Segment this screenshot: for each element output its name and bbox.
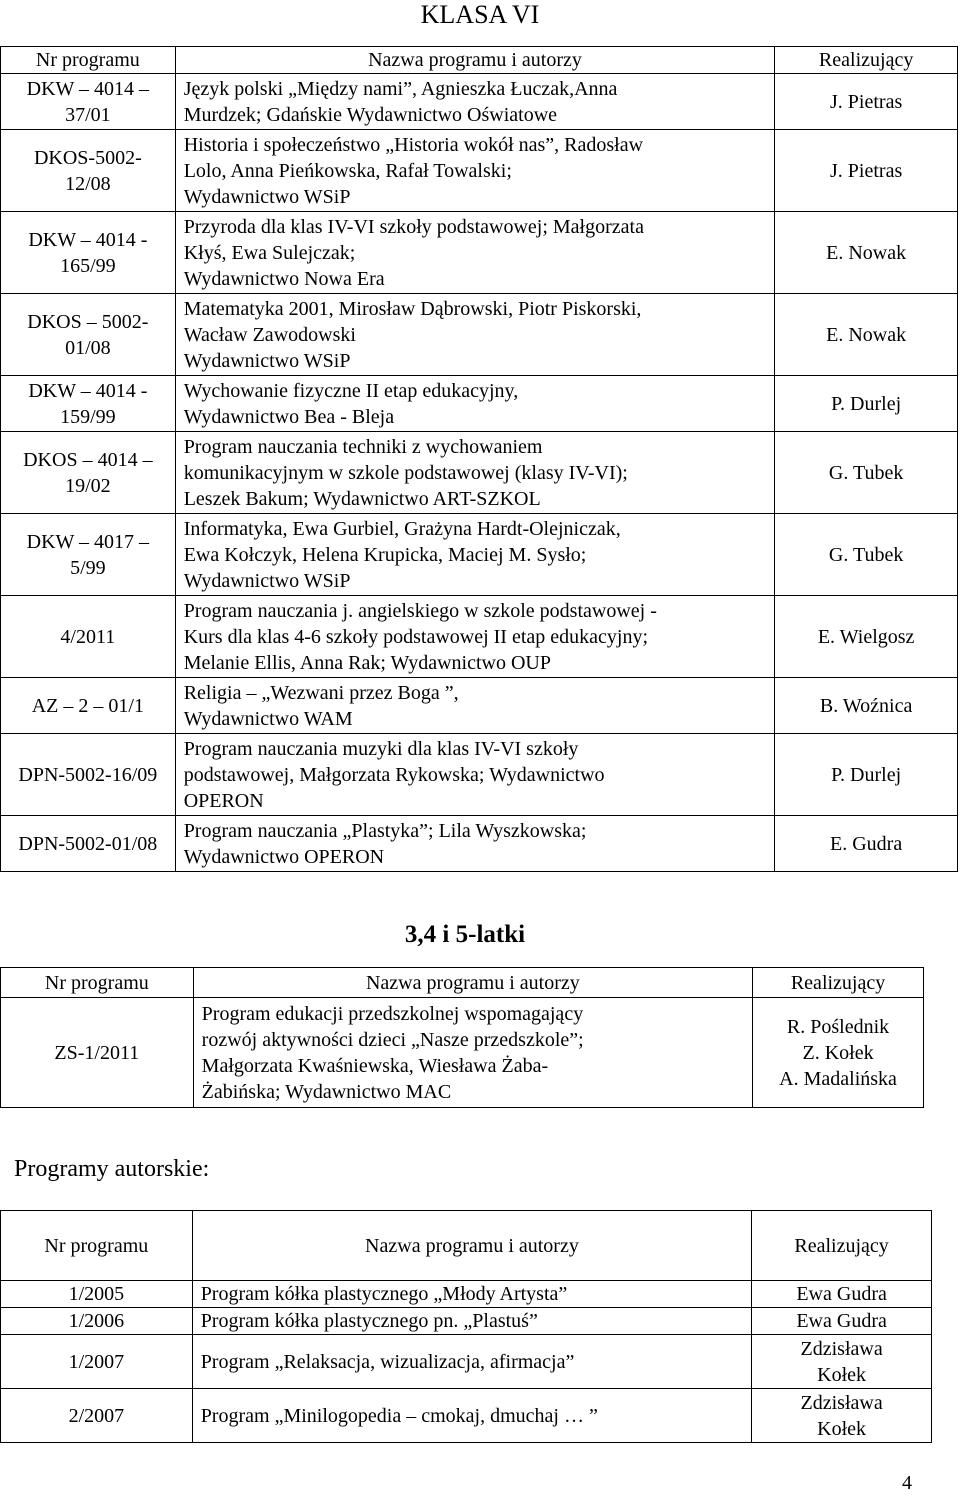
program-number-cell-line: 12/08 xyxy=(65,172,111,195)
class-vi-table xyxy=(0,46,958,872)
table-row xyxy=(1,998,924,1108)
teacher-cell xyxy=(775,514,958,596)
program-number-cell xyxy=(1,1308,193,1335)
teacher-cell xyxy=(775,596,958,678)
header-nr: Nr programu xyxy=(1,47,176,74)
program-name-cell-line: Przyroda dla klas IV-VI szkoły podstawowej; Małgorzata xyxy=(183,215,644,238)
table-row xyxy=(1,376,958,432)
program-number-cell-line: DKOS – 4014 – xyxy=(23,448,153,471)
teacher-cell xyxy=(775,212,958,294)
table-row xyxy=(1,596,958,678)
teacher-cell-line: J. Pietras xyxy=(830,90,903,113)
teacher-cell-line: E. Wielgosz xyxy=(817,625,915,648)
program-number-cell-line: 2/2007 xyxy=(68,1404,125,1427)
program-name-cell xyxy=(192,1335,752,1389)
program-number-cell-line: 01/08 xyxy=(65,336,111,359)
header-nr: Nr programu xyxy=(1,968,194,998)
program-name-cell-line: Wydawnictwo WSiP xyxy=(183,185,351,208)
program-number-cell-line: 1/2006 xyxy=(68,1310,125,1332)
program-number-cell xyxy=(1,432,176,514)
teacher-cell xyxy=(775,678,958,734)
teacher-cell xyxy=(775,74,958,130)
author-programs-table xyxy=(0,1210,932,1443)
table-row xyxy=(1,212,958,294)
program-number-cell-line: DKOS-5002- xyxy=(33,146,142,169)
program-name-cell-line: Wacław Zawodowski xyxy=(183,323,356,346)
program-name-cell-line: Wychowanie fizyczne II etap edukacyjny, xyxy=(183,379,519,402)
program-number-cell-line: 1/2005 xyxy=(68,1283,125,1305)
teacher-cell-line: A. Madalińska xyxy=(779,1067,897,1090)
program-number-cell xyxy=(1,74,176,130)
teacher-cell-line: G. Tubek xyxy=(828,461,904,484)
table-row xyxy=(1,432,958,514)
teacher-cell xyxy=(752,1335,932,1389)
program-name-cell-line: Małgorzata Kwaśniewska, Wiesława Żaba- xyxy=(201,1054,549,1077)
program-name-cell-line: Leszek Bakum; Wydawnictwo ART-SZKOL xyxy=(183,487,541,510)
program-name-cell-line: podstawowej, Małgorzata Rykowska; Wydawnictwo xyxy=(183,763,605,786)
program-number-cell xyxy=(1,596,176,678)
teacher-cell xyxy=(775,130,958,212)
teacher-cell-line: E. Nowak xyxy=(826,323,907,346)
program-number-cell-line: DPN-5002-16/09 xyxy=(18,763,158,786)
table-row xyxy=(1,734,958,816)
program-name-cell-line: OPERON xyxy=(183,789,264,812)
teacher-cell-line: Ewa Gudra xyxy=(796,1310,887,1332)
program-number-cell-line: ZS-1/2011 xyxy=(54,1041,140,1064)
header-real: Realizujący xyxy=(753,968,924,998)
section-title-author-programs: Programy autorskie: xyxy=(14,1156,210,1182)
program-name-cell xyxy=(193,998,752,1108)
program-name-cell-line: Wydawnictwo Bea - Bleja xyxy=(183,405,395,428)
teacher-cell xyxy=(775,734,958,816)
table-row xyxy=(1,1281,932,1308)
program-name-cell-line: Melanie Ellis, Anna Rak; Wydawnictwo OUP xyxy=(183,651,551,674)
teacher-cell xyxy=(775,816,958,872)
program-name-cell-line: Murdzek; Gdańskie Wydawnictwo Oświatowe xyxy=(183,103,558,126)
program-number-cell xyxy=(1,1389,193,1443)
header-name: Nazwa programu i autorzy xyxy=(192,1211,752,1281)
program-name-cell-line: Język polski „Między nami”, Agnieszka Łuczak,Anna xyxy=(183,77,618,100)
page-title: KLASA VI xyxy=(420,0,540,29)
program-name-cell-line: Program kółka plastycznego pn. „Plastuś” xyxy=(200,1310,538,1332)
program-number-cell xyxy=(1,816,176,872)
program-name-cell-line: Wydawnictwo WSiP xyxy=(183,349,351,372)
program-name-cell-line: Program edukacji przedszkolnej wspomagający xyxy=(201,1002,584,1025)
program-name-cell-line: Żabińska; Wydawnictwo MAC xyxy=(201,1080,452,1103)
program-number-cell-line: 1/2007 xyxy=(68,1350,125,1373)
teacher-cell xyxy=(775,376,958,432)
program-name-cell xyxy=(175,816,775,872)
program-name-cell-line: Wydawnictwo WSiP xyxy=(183,569,351,592)
teacher-cell-line: J. Pietras xyxy=(830,159,903,182)
program-number-cell-line: 165/99 xyxy=(60,254,116,277)
table-row xyxy=(1,294,958,376)
page-number: 4 xyxy=(902,1472,912,1494)
teacher-cell xyxy=(752,1281,932,1308)
program-number-cell-line: 159/99 xyxy=(60,405,116,428)
table-row xyxy=(1,678,958,734)
program-name-cell-line: Program „Minilogopedia – cmokaj, dmuchaj … ” xyxy=(200,1404,598,1427)
program-name-cell xyxy=(192,1281,752,1308)
teacher-cell-line: Z. Kołek xyxy=(802,1041,874,1064)
program-name-cell-line: Program „Relaksacja, wizualizacja, afirmacja” xyxy=(200,1350,575,1373)
program-name-cell xyxy=(175,596,775,678)
program-name-cell-line: komunikacyjnym w szkole podstawowej (klasy IV-VI); xyxy=(183,461,628,484)
program-number-cell xyxy=(1,1335,193,1389)
program-name-cell-line: rozwój aktywności dzieci „Nasze przedszkole”; xyxy=(201,1028,584,1051)
table-row xyxy=(1,1335,932,1389)
teacher-cell-line: P. Durlej xyxy=(831,763,902,786)
table-row xyxy=(1,74,958,130)
program-name-cell-line: Wydawnictwo Nowa Era xyxy=(183,267,385,290)
program-number-cell-line: 4/2011 xyxy=(60,625,116,648)
program-name-cell xyxy=(175,376,775,432)
program-name-cell-line: Lolo, Anna Pieńkowska, Rafał Towalski; xyxy=(183,159,512,182)
table-row xyxy=(1,1308,932,1335)
table-row xyxy=(1,1389,932,1443)
section-title-preschool: 3,4 i 5-latki xyxy=(404,921,526,948)
table-row xyxy=(1,514,958,596)
program-number-cell xyxy=(1,294,176,376)
program-name-cell-line: Program nauczania techniki z wychowaniem xyxy=(183,435,543,458)
program-name-cell-line: Historia i społeczeństwo „Historia wokół nas”, Radosław xyxy=(183,133,644,156)
program-name-cell-line: Kurs dla klas 4-6 szkoły podstawowej II etap edukacyjny; xyxy=(183,625,649,648)
teacher-cell-line: Zdzisława xyxy=(800,1391,883,1414)
program-number-cell-line: DKW – 4014 - xyxy=(28,379,148,402)
program-name-cell-line: Program nauczania muzyki dla klas IV-VI szkoły xyxy=(183,737,579,760)
header-nr: Nr programu xyxy=(1,1211,193,1281)
program-number-cell-line: 19/02 xyxy=(65,474,111,497)
program-number-cell-line: DPN-5002-01/08 xyxy=(18,832,158,855)
header-real: Realizujący xyxy=(752,1211,932,1281)
program-number-cell xyxy=(1,130,176,212)
program-name-cell-line: Program kółka plastycznego „Młody Artysta” xyxy=(200,1283,568,1305)
preschool-table xyxy=(0,967,924,1108)
program-name-cell xyxy=(175,74,775,130)
program-number-cell xyxy=(1,734,176,816)
teacher-cell xyxy=(752,1308,932,1335)
header-name: Nazwa programu i autorzy xyxy=(193,968,752,998)
program-name-cell-line: Religia – „Wezwani przez Boga ”, xyxy=(183,681,459,704)
teacher-cell xyxy=(775,432,958,514)
program-name-cell xyxy=(192,1308,752,1335)
program-name-cell xyxy=(175,212,775,294)
program-number-cell-line: DKW – 4017 – xyxy=(26,530,150,553)
teacher-cell xyxy=(775,294,958,376)
program-name-cell xyxy=(192,1389,752,1443)
teacher-cell-line: E. Gudra xyxy=(830,832,903,855)
program-number-cell xyxy=(1,998,194,1108)
program-name-cell-line: Program nauczania j. angielskiego w szkole podstawowej - xyxy=(183,599,657,622)
program-name-cell-line: Program nauczania „Plastyka”; Lila Wyszkowska; xyxy=(183,819,587,842)
program-name-cell-line: Ewa Kołczyk, Helena Krupicka, Maciej M. Sysło; xyxy=(183,543,587,566)
program-number-cell xyxy=(1,1281,193,1308)
teacher-cell-line: P. Durlej xyxy=(831,392,902,415)
teacher-cell-line: R. Poślednik xyxy=(786,1015,890,1038)
program-name-cell xyxy=(175,678,775,734)
program-name-cell xyxy=(175,294,775,376)
header-name: Nazwa programu i autorzy xyxy=(175,47,775,74)
program-name-cell xyxy=(175,514,775,596)
program-name-cell-line: Matematyka 2001, Mirosław Dąbrowski, Piotr Piskorski, xyxy=(183,297,642,320)
teacher-cell-line: Ewa Gudra xyxy=(796,1283,887,1305)
teacher-cell-line: E. Nowak xyxy=(826,241,907,264)
program-number-cell xyxy=(1,678,176,734)
teacher-cell-line: Zdzisława xyxy=(800,1337,883,1360)
teacher-cell-line: Kołek xyxy=(817,1363,867,1386)
program-number-cell-line: 5/99 xyxy=(70,556,106,579)
program-number-cell-line: AZ – 2 – 01/1 xyxy=(31,694,144,717)
program-name-cell-line: Wydawnictwo WAM xyxy=(183,707,353,730)
teacher-cell xyxy=(752,1389,932,1443)
table-row xyxy=(1,816,958,872)
program-name-cell xyxy=(175,432,775,514)
program-number-cell xyxy=(1,212,176,294)
teacher-cell-line: G. Tubek xyxy=(828,543,904,566)
program-name-cell xyxy=(175,734,775,816)
table-row xyxy=(1,130,958,212)
program-number-cell-line: DKW – 4014 – xyxy=(26,77,150,100)
program-name-cell-line: Kłyś, Ewa Sulejczak; xyxy=(183,241,356,264)
program-number-cell-line: DKW – 4014 - xyxy=(28,228,148,251)
program-number-cell-line: 37/01 xyxy=(65,103,111,126)
program-name-cell-line: Informatyka, Ewa Gurbiel, Grażyna Hardt-Olejniczak, xyxy=(183,517,621,540)
teacher-cell-line: B. Woźnica xyxy=(819,694,913,717)
program-name-cell-line: Wydawnictwo OPERON xyxy=(183,845,385,868)
teacher-cell xyxy=(753,998,924,1108)
program-number-cell xyxy=(1,376,176,432)
program-number-cell-line: DKOS – 5002- xyxy=(27,310,149,333)
program-number-cell xyxy=(1,514,176,596)
program-name-cell xyxy=(175,130,775,212)
teacher-cell-line: Kołek xyxy=(817,1417,867,1440)
header-real: Realizujący xyxy=(775,47,958,74)
